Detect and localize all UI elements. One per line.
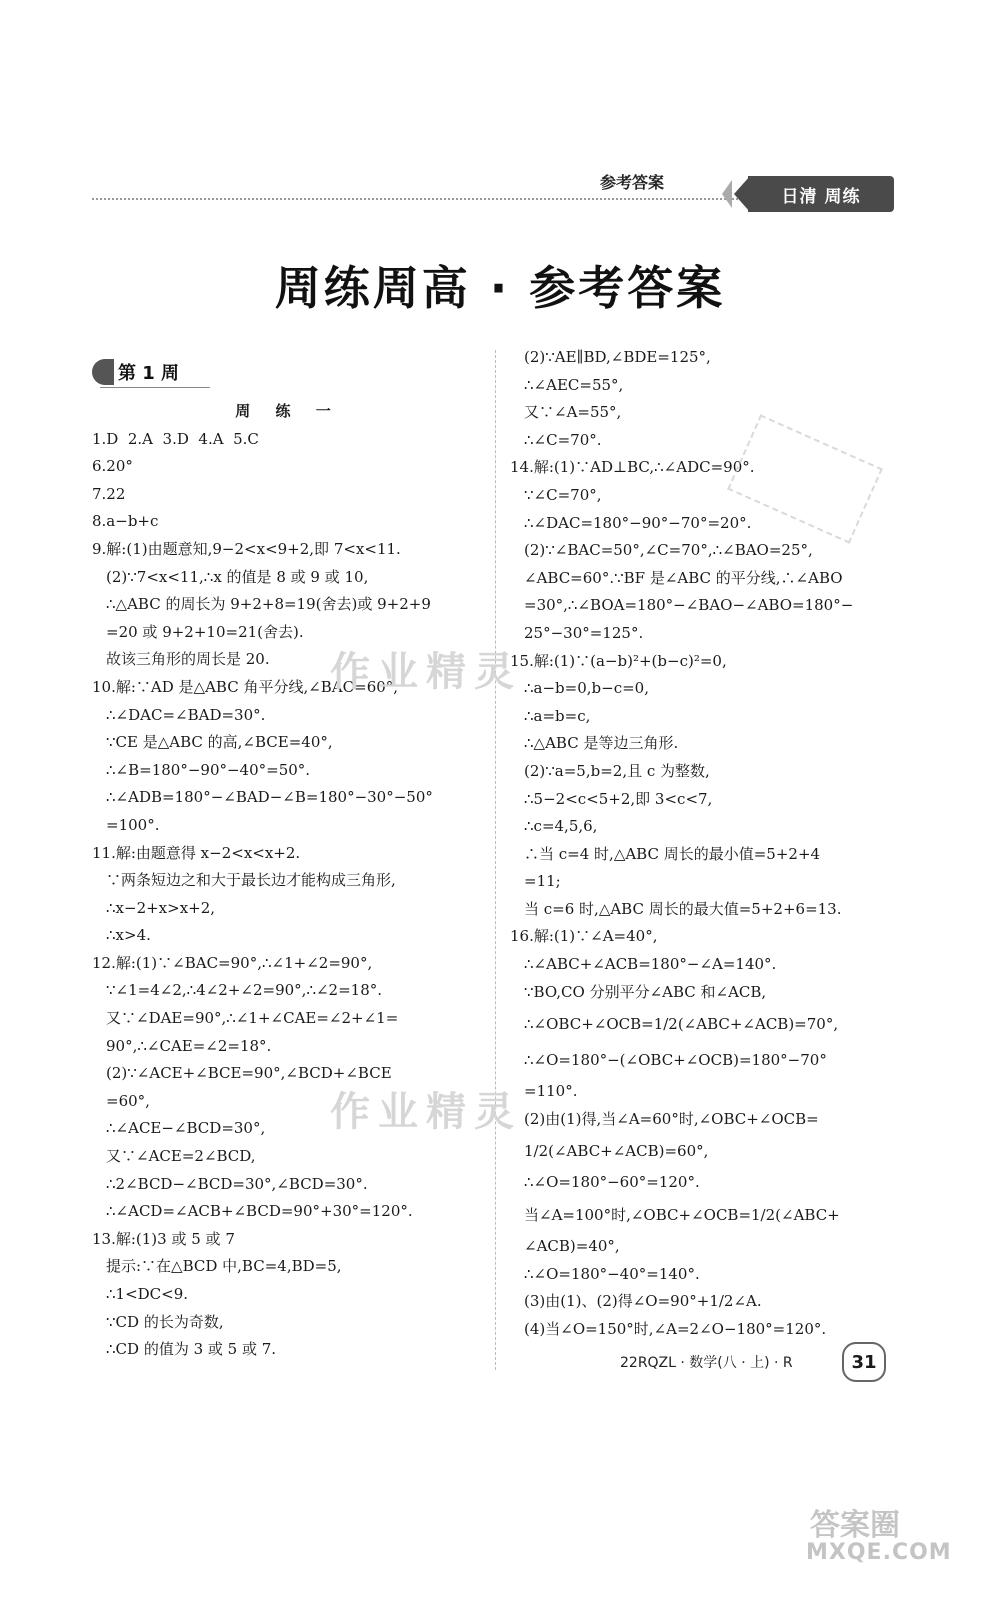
- answer-line: =110°.: [524, 1082, 578, 1101]
- answer-line: ∴∠DAC=180°−90°−70°=20°.: [524, 513, 752, 532]
- answer-line: ∵BO,CO 分别平分∠ABC 和∠ACB,: [524, 982, 767, 1001]
- week-label: 第 1 周: [118, 363, 180, 384]
- answer-line: =11;: [524, 872, 561, 891]
- week-badge-pill: [92, 359, 114, 385]
- answer-line: 又∵∠A=55°,: [524, 403, 622, 422]
- answer-line: ∴∠O=180°−(∠OBC+∠OCB)=180°−70°: [524, 1051, 827, 1070]
- answer-line: (3)由(1)、(2)得∠O=90°+1/2∠A.: [524, 1292, 762, 1311]
- answer-line: 9.解:(1)由题意知,9−2<x<9+2,即 7<x<11.: [92, 539, 401, 558]
- answer-line: 14.解:(1)∵AD⊥BC,∴∠ADC=90°.: [510, 458, 755, 477]
- answer-line: ∴△ABC 的周长为 9+2+8=19(舍去)或 9+2+9: [106, 595, 431, 614]
- answer-line: 提示:∵在△BCD 中,BC=4,BD=5,: [106, 1257, 342, 1276]
- header-tag: 日清 周练: [748, 176, 894, 212]
- answer-line: 15.解:(1)∵(a−b)²+(b−c)²=0,: [510, 651, 727, 670]
- answer-line: ∴∠AEC=55°,: [524, 375, 624, 394]
- answer-line: 8.a−b+c: [92, 512, 159, 531]
- answer-line: ∵CE 是△ABC 的高,∠BCE=40°,: [106, 733, 333, 752]
- answer-line: 1/2(∠ABC+∠ACB)=60°,: [524, 1142, 709, 1161]
- answer-line: ∴CD 的值为 3 或 5 或 7.: [106, 1340, 277, 1359]
- answer-line: 又∵∠DAE=90°,∴∠1+∠CAE=∠2+∠1=: [106, 1009, 399, 1028]
- answer-line: 周 练 一: [235, 402, 341, 420]
- corner-logo: 答案圈: [810, 1508, 900, 1543]
- answer-line: 6.20°: [92, 457, 133, 476]
- answer-line: (2)∵a=5,b=2,且 c 为整数,: [524, 761, 710, 780]
- watermark-left-lower: 作业精灵: [330, 1089, 522, 1135]
- answer-line: ∴∠O=180°−60°=120°.: [524, 1173, 700, 1192]
- answer-line: ∴∠ABC+∠ACB=180°−∠A=140°.: [524, 955, 777, 974]
- corner-url: MXQE.COM: [806, 1540, 952, 1565]
- answer-line: (2)∵∠BAC=50°,∠C=70°,∴∠BAO=25°,: [524, 541, 813, 560]
- answer-line: 1.D 2.A 3.D 4.A 5.C: [92, 429, 259, 448]
- answer-line: 90°,∴∠CAE=∠2=18°.: [106, 1036, 272, 1055]
- answer-line: 故该三角形的周长是 20.: [106, 650, 270, 669]
- answer-line: ∴x−2+x>x+2,: [106, 898, 216, 917]
- answer-line: ∴∠OBC+∠OCB=1/2(∠ABC+∠ACB)=70°,: [524, 1015, 839, 1034]
- answer-line: ∴∠DAC=∠BAD=30°.: [106, 705, 266, 724]
- page-number: 31: [842, 1342, 886, 1382]
- answer-line: (2)∵7<x<11,∴x 的值是 8 或 9 或 10,: [106, 567, 369, 586]
- answer-line: ∴∠ACE−∠BCD=30°,: [106, 1119, 266, 1138]
- answer-line: 25°−30°=125°.: [524, 623, 644, 642]
- answer-line: ∠ACB)=40°,: [524, 1237, 620, 1256]
- answer-line: 16.解:(1)∵∠A=40°,: [510, 927, 658, 946]
- answer-line: 当∠A=100°时,∠OBC+∠OCB=1/2(∠ABC+: [524, 1206, 840, 1225]
- answer-line: 12.解:(1)∵∠BAC=90°,∴∠1+∠2=90°,: [92, 953, 373, 972]
- answer-line: ∴a=b=c,: [524, 706, 591, 725]
- answer-line: ∵∠1=4∠2,∴4∠2+∠2=90°,∴∠2=18°.: [106, 981, 383, 1000]
- header-tag-chevron-outer: [722, 180, 732, 208]
- answer-line: ∴当 c=4 时,△ABC 周长的最小值=5+2+4: [524, 844, 821, 863]
- header-rule: [92, 198, 742, 200]
- answer-line: ∴a−b=0,b−c=0,: [524, 679, 649, 698]
- answer-line: ∴∠ADB=180°−∠BAD−∠B=180°−30°−50°: [106, 788, 433, 807]
- answer-line: ∵两条短边之和大于最长边才能构成三角形,: [106, 871, 396, 890]
- page-title: 周练周高 · 参考答案: [274, 261, 726, 315]
- answer-line: 又∵∠ACE=2∠BCD,: [106, 1147, 256, 1166]
- answer-line: ∠ABC=60°.∵BF 是∠ABC 的平分线,∴∠ABO: [524, 568, 843, 587]
- answer-line: =20 或 9+2+10=21(舍去).: [106, 622, 304, 641]
- answer-line: ∵CD 的长为奇数,: [106, 1312, 224, 1331]
- answer-line: 7.22: [92, 484, 126, 503]
- answer-line: (2)由(1)得,当∠A=60°时,∠OBC+∠OCB=: [524, 1109, 819, 1128]
- answer-line: =30°,∴∠BOA=180°−∠BAO−∠ABO=180°−: [524, 596, 854, 615]
- answer-line: =100°.: [106, 815, 160, 834]
- answer-line: (2)∵AE∥BD,∠BDE=125°,: [524, 348, 711, 366]
- answer-line: (2)∵∠ACE+∠BCE=90°,∠BCD+∠BCE: [106, 1064, 392, 1083]
- answer-line: 11.解:由题意得 x−2<x<x+2.: [92, 843, 301, 862]
- answer-line: ∴1<DC<9.: [106, 1285, 189, 1303]
- answer-line: ∴∠ACD=∠ACB+∠BCD=90°+30°=120°.: [106, 1202, 413, 1221]
- answer-line: =60°,: [106, 1091, 150, 1110]
- week-badge: [92, 358, 179, 386]
- answer-line: ∴∠B=180°−90°−40°=50°.: [106, 760, 311, 779]
- answer-line: ∴5−2<c<5+2,即 3<c<7,: [524, 789, 713, 808]
- column-divider: [495, 350, 496, 1370]
- footer-code: 22RQZL · 数学(八 · 上) · R: [620, 1355, 793, 1371]
- answer-line: ∴∠O=180°−40°=140°.: [524, 1264, 700, 1283]
- answer-line: ∴c=4,5,6,: [524, 817, 598, 836]
- answer-line: ∴∠C=70°.: [524, 430, 602, 449]
- answer-line: (4)当∠O=150°时,∠A=2∠O−180°=120°.: [524, 1319, 827, 1338]
- answer-line: ∵∠C=70°,: [524, 485, 602, 504]
- answer-line: ∴2∠BCD−∠BCD=30°,∠BCD=30°.: [106, 1174, 368, 1193]
- answer-line: 13.解:(1)3 或 5 或 7: [92, 1229, 235, 1248]
- answer-line: 10.解:∵AD 是△ABC 角平分线,∠BAC=60°,: [92, 677, 399, 696]
- left-column: [92, 398, 484, 1364]
- watermark-left: 作业精灵: [330, 649, 522, 695]
- answer-line: ∴x>4.: [106, 926, 151, 945]
- answer-line: 当 c=6 时,△ABC 周长的最大值=5+2+6=13.: [524, 899, 842, 918]
- header-section-label: 参考答案: [600, 173, 665, 192]
- answer-line: ∴△ABC 是等边三角形.: [524, 734, 679, 753]
- week-underline: [100, 387, 210, 388]
